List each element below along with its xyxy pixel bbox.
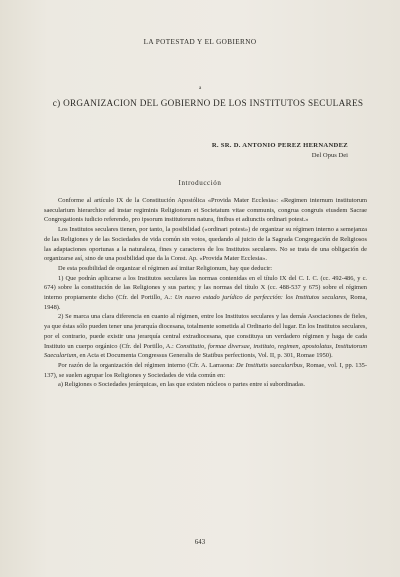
paragraph: De esta posibilidad de organizar el régimen así imitar Religionum, hay que deducir: xyxy=(58,264,273,272)
citation-title: Un nuevo estado jurídico de perfección: los Institutos seculares xyxy=(174,294,346,302)
text-run: , Romae, vol. I, pp. 135-137), se suelen agrupar los Religiones y Sociedades de vida común en: xyxy=(44,361,367,379)
paragraph: Los Institutos seculares tienen, por tanto, la posibilidad («ordinari potest») de organizar su régimen interno a semejanza de las Religiones y de las Sociedades de vida común sin votos, quedando al juicio de la Sagrada Congregación de Religiosos las adaptaciones oportunas a la naturaleza, fines y caracteres de los Institutos seculares. No se trata de una obligación de organizarse así, sino de una posibilidad que da la Const. Ap. «Provida Mater Ecclesia». xyxy=(44,226,367,263)
citation-title: Constitutio, formae diversae, instituto, regimen, apostolatus, Institutorum Saecularium xyxy=(44,342,367,360)
paragraph: Conforme al artículo IX de la Constitución Apostólica «Provida Mater Ecclesia»: «Regimen internum institutorum saecularium hierarchice ad instar regiminis Religionum et Societatum vitae communis, congrua congruis eiusdem Sacrae Congregationis iudicio referendo, pro ipsorum institutorum natura, finibus et adiunctis ordinari potest.» xyxy=(44,197,367,224)
body-text xyxy=(44,196,367,390)
text-run: Por razón de la organización del régimen interno (Cfr. A. Larraona: xyxy=(58,361,237,369)
list-item: a) Religiones o Sociedades jerárquicas, en las que existen núcleos o partes entre sí subordinadas. xyxy=(58,381,306,389)
section-heading: Introducción xyxy=(178,179,222,187)
page-mark: a xyxy=(199,86,202,91)
paragraph xyxy=(44,361,367,380)
list-item xyxy=(44,274,367,313)
list-item xyxy=(44,312,367,361)
byline xyxy=(212,141,348,161)
page-number: 643 xyxy=(194,539,206,546)
author-name: R. SR. D. ANTONIO PEREZ HERNANDEZ xyxy=(211,142,348,149)
text-run: , Roma, 1948). xyxy=(44,294,368,311)
article-title: c) ORGANIZACION DEL GOBIERNO DE LOS INSTITUTOS SECULARES xyxy=(52,98,364,108)
text-run: 1) Que podrán aplicarse a los Institutos seculares las normas contenidas en el título IX del C. I. C. (cc. 492-486, y c. 674) sobre la constitución de las Religiones y sus partes; y las normas del título X (cc. 488-537 y 675) sobre el régimen interno propiamente dicho (Cfr. del Portillo, A.: xyxy=(44,274,367,302)
text-run: 2) Se marca una clara diferencia en cuanto al régimen, entre los Institutos seculares y las demás Asociaciones de fieles, ya que éstas sólo pueden tener una jerarquía diocesana, totalmente sometida al Ordinario del lugar. En los Institutos seculares, por el contrario, puede existir una jerarquía central extradiocesana, que constituya un verdadero régimen y haga de cada Instituto un cuerpo orgánico (Cfr. del Portillo, A.: xyxy=(44,313,367,350)
text-run: , en Acta et Documenta Congressus Generalis de Statibus perfectionis, Vol. II, p. 301, Romae 1950). xyxy=(76,352,333,360)
author-affiliation: Del Opus Dei xyxy=(311,152,348,159)
citation-title: De Institutis saecularibus xyxy=(236,361,303,369)
running-head: LA POTESTAD Y EL GOBIERNO xyxy=(143,38,257,46)
